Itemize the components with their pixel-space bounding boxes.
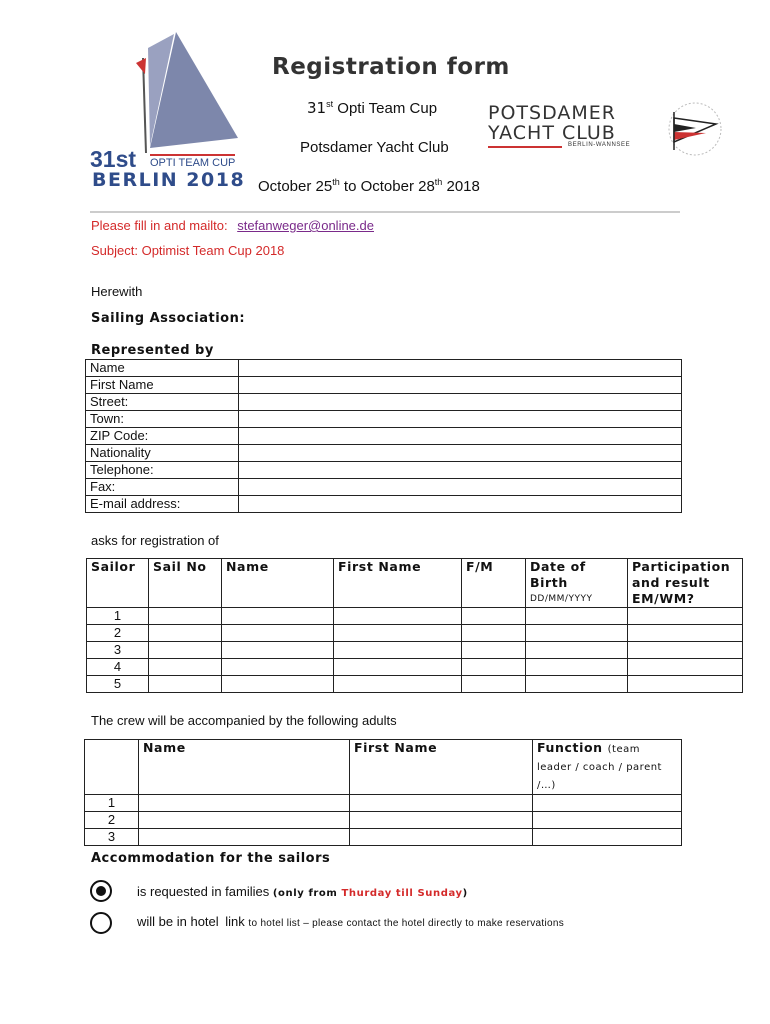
contact-row [86, 496, 682, 513]
sailor-cell[interactable] [334, 608, 462, 625]
contact-row [86, 462, 682, 479]
event-date [258, 177, 480, 195]
contact-field-label: First Name [86, 377, 239, 394]
sailor-cell[interactable] [222, 659, 334, 676]
edition-suffix: st [326, 99, 334, 109]
sailor-cell[interactable] [628, 608, 743, 625]
adult-cell[interactable] [139, 829, 350, 846]
adult-cell[interactable] [139, 812, 350, 829]
contact-field-input[interactable] [239, 496, 682, 513]
logo-number: 31st [90, 146, 137, 172]
club-logo-sub: BERLIN-WANNSEE [568, 142, 631, 148]
contact-row [86, 411, 682, 428]
sailor-cell[interactable] [628, 625, 743, 642]
contact-row [86, 445, 682, 462]
mail-prefix: Please fill in and mailto: [91, 218, 228, 233]
hotel-label: will be in hotel [137, 914, 219, 929]
sailor-row [87, 676, 743, 693]
col-name: Name [222, 559, 334, 608]
col-dob [526, 559, 628, 608]
contact-field-label: Name [86, 360, 239, 377]
edition-line [307, 99, 437, 117]
adult-cell[interactable] [139, 795, 350, 812]
contact-field-label: Town: [86, 411, 239, 428]
sailor-cell[interactable] [149, 625, 222, 642]
adult-cell[interactable] [350, 795, 533, 812]
adult-number: 1 [85, 795, 139, 812]
col-sail-no: Sail No [149, 559, 222, 608]
sailor-cell[interactable] [222, 676, 334, 693]
col-sailor: Sailor [87, 559, 149, 608]
sailor-cell[interactable] [334, 642, 462, 659]
edition-rest: Opti Team Cup [333, 100, 438, 117]
sailor-cell[interactable] [526, 676, 628, 693]
col-first-name: First Name [334, 559, 462, 608]
date-end-sup: th [434, 177, 443, 187]
sailor-cell[interactable] [628, 659, 743, 676]
adult-cell[interactable] [533, 795, 682, 812]
sailor-cell[interactable] [526, 642, 628, 659]
col-gender: F/M [462, 559, 526, 608]
adult-cell[interactable] [350, 812, 533, 829]
contact-field-input[interactable] [239, 360, 682, 377]
sail-icon [88, 28, 253, 158]
date-start-sup: th [332, 177, 340, 187]
sailor-cell[interactable] [462, 659, 526, 676]
club-logo-rule [488, 146, 562, 148]
contact-field-input[interactable] [239, 479, 682, 496]
contact-row [86, 360, 682, 377]
logo-city: BERLIN 2018 [92, 169, 246, 191]
club-logo [486, 100, 726, 162]
mail-instruction [91, 218, 374, 233]
col-function [533, 740, 682, 795]
sailor-row [87, 642, 743, 659]
hotel-note: to hotel list – please contact the hotel directly to make reservations [248, 918, 565, 929]
col-index [85, 740, 139, 795]
adult-row [85, 829, 682, 846]
col-function-label: Function [537, 740, 603, 755]
club-name: Potsdamer Yacht Club [300, 139, 449, 156]
adult-cell[interactable] [533, 812, 682, 829]
adult-row [85, 795, 682, 812]
families-note-dates: Thurday till Sunday [341, 888, 463, 899]
date-year: 2018 [442, 178, 480, 195]
contact-field-label: Nationality [86, 445, 239, 462]
adults-intro: The crew will be accompanied by the following adults [91, 713, 397, 728]
sailor-cell[interactable] [462, 608, 526, 625]
sailor-row [87, 608, 743, 625]
logo-event: OPTI TEAM CUP [150, 154, 235, 169]
adult-number: 3 [85, 829, 139, 846]
adults-table [84, 739, 682, 846]
event-logo [88, 28, 253, 191]
contact-field-label: Street: [86, 394, 239, 411]
hotel-radio[interactable] [90, 912, 112, 934]
sailor-cell[interactable] [462, 625, 526, 642]
contact-row [86, 394, 682, 411]
col-dob-format: DD/MM/YYYY [530, 594, 593, 604]
contact-field-input[interactable] [239, 411, 682, 428]
sailor-cell[interactable] [334, 659, 462, 676]
col-adult-name: Name [139, 740, 350, 795]
contact-row [86, 428, 682, 445]
contact-field-label: ZIP Code: [86, 428, 239, 445]
sailor-cell[interactable] [334, 625, 462, 642]
sailor-cell[interactable] [526, 608, 628, 625]
hotel-option [137, 914, 564, 929]
sailor-number: 1 [87, 608, 149, 625]
club-logo-line2: YACHT CLUB [488, 122, 616, 144]
sailor-cell[interactable] [526, 625, 628, 642]
sailing-association-label: Sailing Association: [91, 311, 246, 326]
contact-field-input[interactable] [239, 428, 682, 445]
contact-field-label: Telephone: [86, 462, 239, 479]
contact-row [86, 377, 682, 394]
date-end: to October 28 [339, 178, 435, 195]
sailor-cell[interactable] [222, 642, 334, 659]
col-participation: Participation and result EM/WM? [628, 559, 743, 608]
sailor-cell[interactable] [462, 676, 526, 693]
col-dob-label: Date of Birth [530, 559, 586, 590]
sailor-row [87, 625, 743, 642]
families-option [137, 884, 468, 899]
burgee-icon [666, 100, 724, 158]
sailors-header-row [87, 559, 743, 608]
families-note-b: ) [462, 888, 468, 899]
families-note-a: (only from [272, 888, 342, 899]
adult-cell[interactable] [350, 829, 533, 846]
adult-cell[interactable] [533, 829, 682, 846]
families-radio[interactable] [90, 880, 112, 902]
sailor-number: 5 [87, 676, 149, 693]
contact-row [86, 479, 682, 496]
sailor-number: 3 [87, 642, 149, 659]
adult-number: 2 [85, 812, 139, 829]
adult-row [85, 812, 682, 829]
sailor-number: 4 [87, 659, 149, 676]
sailor-row [87, 659, 743, 676]
sailor-cell[interactable] [222, 625, 334, 642]
col-function-note: (team leader / coach / parent /…) [537, 744, 662, 791]
radio-selected-dot [96, 886, 106, 896]
page-title: Registration form [272, 54, 510, 80]
contact-field-input[interactable] [239, 394, 682, 411]
families-note [273, 888, 468, 899]
hotel-list-link[interactable]: link [225, 914, 245, 929]
sailor-cell[interactable] [628, 642, 743, 659]
sailor-cell[interactable] [462, 642, 526, 659]
club-logo-line1: POTSDAMER [488, 102, 616, 124]
sailor-cell[interactable] [526, 659, 628, 676]
sailor-cell[interactable] [149, 659, 222, 676]
sailor-cell[interactable] [149, 676, 222, 693]
contact-field-input[interactable] [239, 377, 682, 394]
header-divider [90, 211, 680, 213]
col-adult-first-name: First Name [350, 740, 533, 795]
sailor-cell[interactable] [222, 608, 334, 625]
accommodation-heading: Accommodation for the sailors [91, 851, 331, 866]
contact-field-label: Fax: [86, 479, 239, 496]
sailor-cell[interactable] [149, 608, 222, 625]
contact-field-input[interactable] [239, 445, 682, 462]
sailor-cell[interactable] [628, 676, 743, 693]
sailors-table [86, 558, 743, 693]
edition-number: 31 [307, 99, 327, 117]
contact-field-input[interactable] [239, 462, 682, 479]
adults-header-row [85, 740, 682, 795]
email-link[interactable]: stefanweger@online.de [237, 218, 374, 233]
families-label: is requested in families [137, 884, 270, 899]
sailor-cell[interactable] [149, 642, 222, 659]
contact-field-label: E-mail address: [86, 496, 239, 513]
sailors-intro: asks for registration of [91, 533, 219, 548]
represented-by-label: Represented by [91, 343, 214, 358]
herewith-text: Herewith [91, 284, 143, 299]
sailor-cell[interactable] [334, 676, 462, 693]
sailor-number: 2 [87, 625, 149, 642]
date-start: October 25 [258, 178, 333, 195]
mail-subject: Subject: Optimist Team Cup 2018 [91, 243, 285, 258]
contact-table [85, 359, 682, 513]
